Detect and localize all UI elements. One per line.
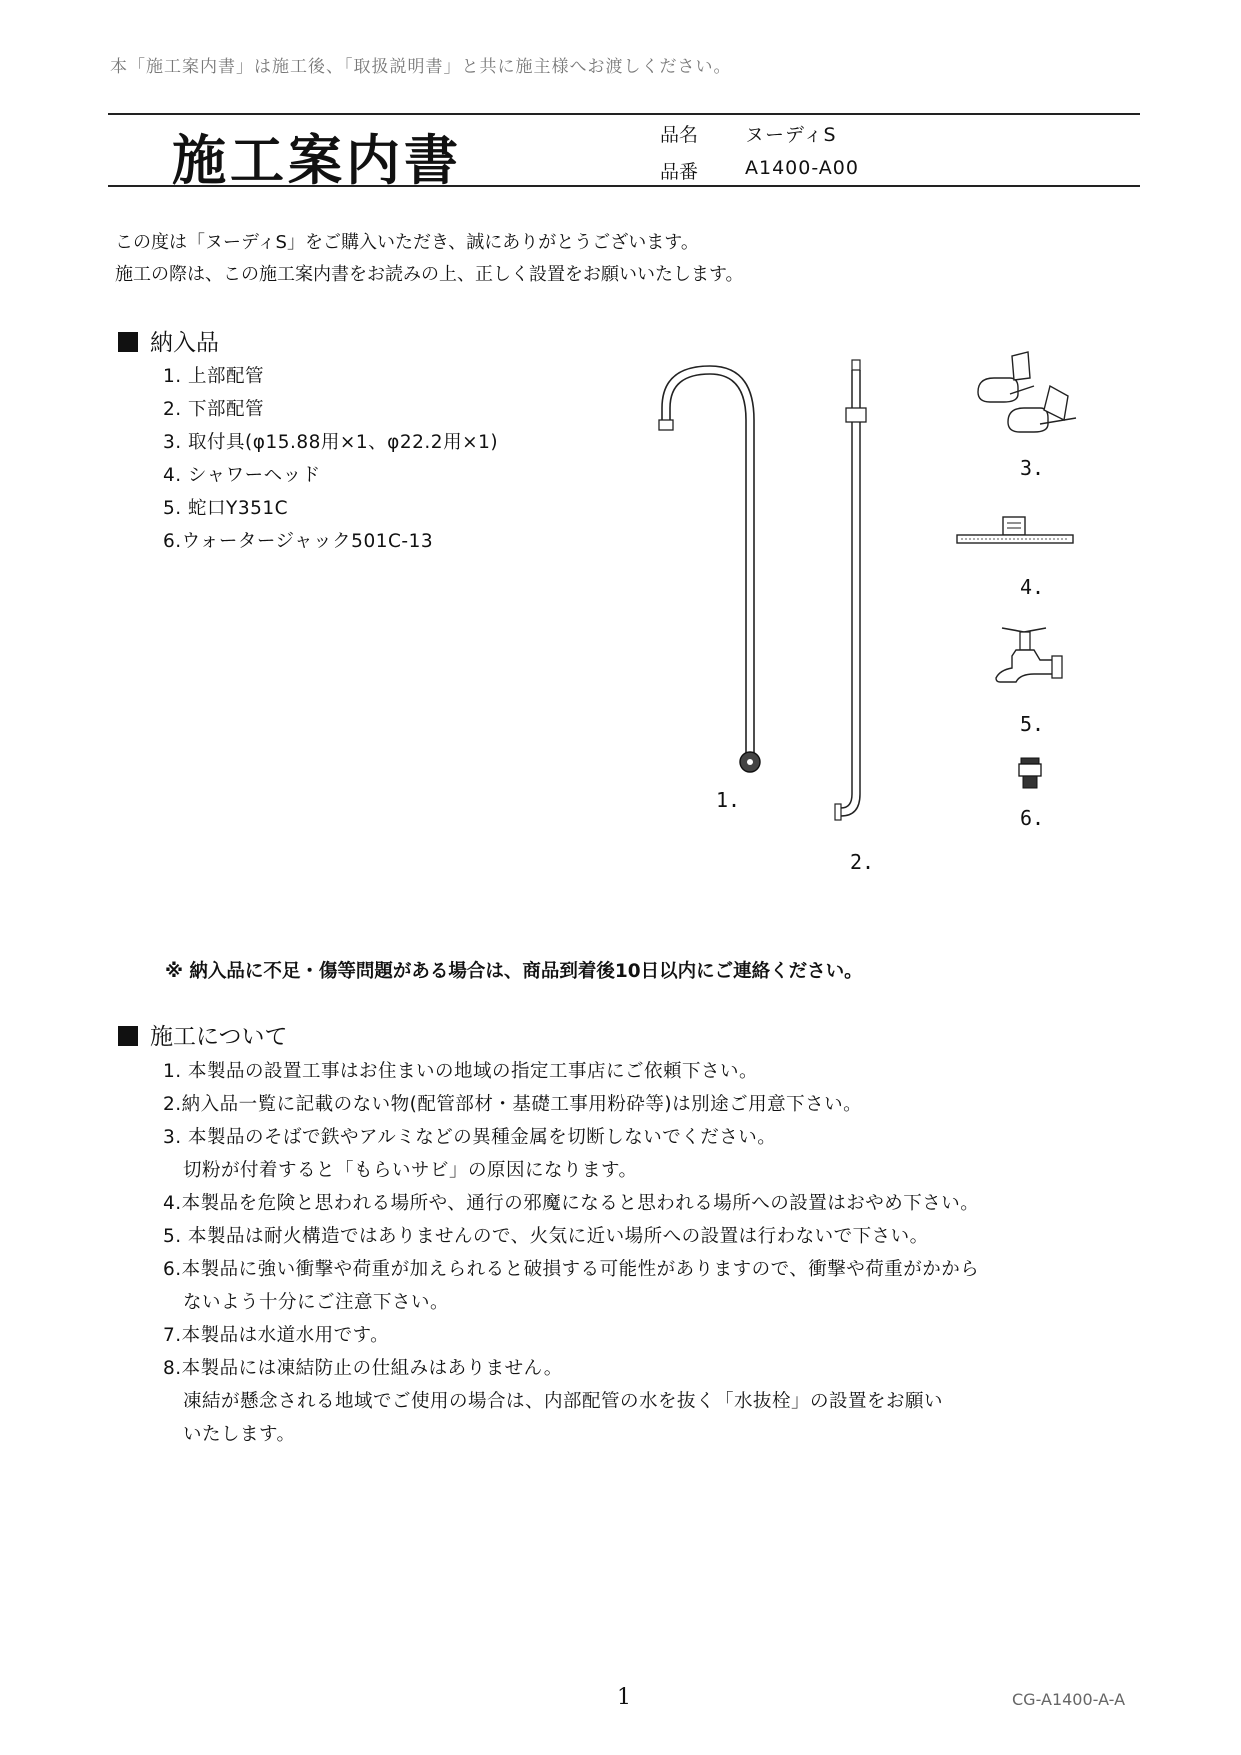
construction-item-8-cont-2: いたします。 <box>183 1424 296 1445</box>
figure-label-5: 5. <box>1020 712 1045 736</box>
construction-item-3-cont: 切粉が付着すると「もらいサビ」の原因になります。 <box>183 1160 638 1181</box>
construction-item-3: 3. 本製品のそばで鉄やアルミなどの異種金属を切断しないでください。 <box>163 1127 777 1148</box>
figure-label-2: 2. <box>850 850 875 874</box>
delivery-item-4: 4. シャワーヘッド <box>163 465 321 486</box>
square-bullet-icon <box>118 1026 138 1046</box>
intro-line-2: 施工の際は、この施工案内書をお読みの上、正しく設置をお願いいたします。 <box>115 264 744 285</box>
figure-label-4: 4. <box>1020 575 1045 599</box>
construction-item-6-cont: ないよう十分にご注意下さい。 <box>183 1292 450 1313</box>
product-number: A1400-A00 <box>745 157 859 179</box>
top-note: 本「施工案内書」は施工後、「取扱説明書」と共に施主様へお渡しください。 <box>110 57 732 77</box>
document-title: 施工案内書 <box>172 129 462 192</box>
square-bullet-icon <box>118 332 138 352</box>
shower-head-illustration <box>955 515 1075 555</box>
figure-label-1: 1. <box>716 788 741 812</box>
construction-item-2: 2.納入品一覧に記載のない物(配管部材・基礎工事用粉砕等)は別途ご用意下さい。 <box>163 1094 863 1115</box>
delivery-item-6: 6.ウォータージャック501C-13 <box>163 531 434 552</box>
mounting-bracket-illustration <box>968 350 1088 440</box>
document-code: CG-A1400-A-A <box>1012 1690 1126 1709</box>
product-name-label: 品名 <box>660 124 699 146</box>
product-name: ヌーディS <box>745 124 837 146</box>
upper-pipe-illustration <box>650 360 770 780</box>
figure-label-6: 6. <box>1020 806 1045 830</box>
intro-line-1: この度は「ヌーディS」をご購入いただき、誠にありがとうございます。 <box>115 232 699 253</box>
figure-label-3: 3. <box>1020 456 1045 480</box>
delivery-item-1: 1. 上部配管 <box>163 366 265 387</box>
construction-item-7: 7.本製品は水道水用です。 <box>163 1325 390 1346</box>
delivery-item-3: 3. 取付具(φ15.88用×1、φ22.2用×1) <box>163 432 499 453</box>
construction-heading <box>118 1018 288 1051</box>
delivery-notice: ※ 納入品に不足・傷等問題がある場合は、商品到着後10日以内にご連絡ください。 <box>165 961 863 982</box>
product-number-label: 品番 <box>660 161 699 183</box>
delivery-heading <box>118 324 219 357</box>
construction-heading-text: 施工について <box>150 1024 288 1050</box>
header-top-rule <box>108 113 1140 115</box>
faucet-illustration <box>990 620 1070 690</box>
page-number: 1 <box>617 1685 631 1710</box>
delivery-heading-text: 納入品 <box>150 330 219 356</box>
water-jack-illustration <box>1015 756 1045 790</box>
construction-item-8: 8.本製品には凍結防止の仕組みはありません。 <box>163 1358 563 1379</box>
lower-pipe-illustration <box>835 358 875 828</box>
delivery-item-5: 5. 蛇口Y351C <box>163 498 289 519</box>
delivery-item-2: 2. 下部配管 <box>163 399 265 420</box>
header-bottom-rule <box>108 185 1140 187</box>
construction-item-5: 5. 本製品は耐火構造ではありませんので、火気に近い場所への設置は行わないで下さい。 <box>163 1226 929 1247</box>
construction-item-4: 4.本製品を危険と思われる場所や、通行の邪魔になると思われる場所への設置はおやめ下さい。 <box>163 1193 980 1214</box>
construction-item-1: 1. 本製品の設置工事はお住まいの地域の指定工事店にご依頼下さい。 <box>163 1061 759 1082</box>
construction-item-8-cont: 凍結が懸念される地域でご使用の場合は、内部配管の水を抜く「水抜栓」の設置をお願い <box>183 1391 944 1412</box>
construction-item-6: 6.本製品に強い衝撃や荷重が加えられると破損する可能性がありますので、衝撃や荷重がかから <box>163 1259 980 1280</box>
